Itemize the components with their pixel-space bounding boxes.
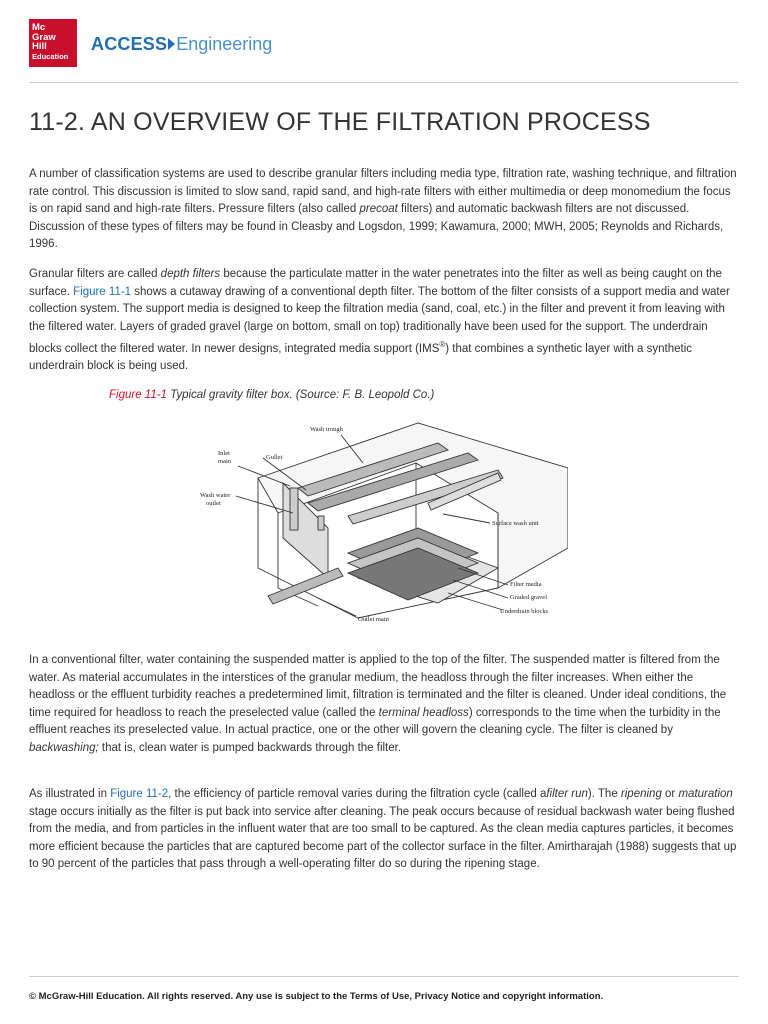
figure-caption: Figure 11-1 Typical gravity filter box. (Source: F. B. Leopold Co.) xyxy=(109,389,435,401)
paragraph-1: A number of classification systems are used to describe granular filters including media type, filtration rate, washing technique, and filtration rate control. This discussion is limited to slow sand, rapid sand, and high-rate filters with either multimedia or deep monomedium the focus is on rapid sand and high-rate filters. Pressure filters (also called precoat filters) and automatic backwash filters are not discussed. Discussion of these types of filters may be found in Cleasby and Logsdon, 1999; Kawamura, 2000; MWH, 2005; Reynolds and Richards, 1996. xyxy=(29,168,737,250)
figure-11-2-link[interactable]: Figure 11-2 xyxy=(110,788,169,800)
footer-divider xyxy=(29,976,739,977)
page-header xyxy=(0,0,768,82)
label-gullet: Gullet xyxy=(266,454,283,461)
label-inlet-main-2: main xyxy=(218,458,231,465)
logo-engineering-text: Engineering xyxy=(176,33,273,54)
page-title: 11-2. AN OVERVIEW OF THE FILTRATION PROCESS xyxy=(29,108,651,136)
filter-box-figure xyxy=(198,418,568,630)
paragraph-3: In a conventional filter, water containing the suspended matter is applied to the top of the filter. The suspended matter is filtered from the water. As material accumulates in the interstices of the granular medium, the headloss through the filter increases. When either the headloss or the effluent turbidity reaches a predetermined limit, filtration is terminated and the filter is cleaned. Under ideal conditions, the time required for headloss to reach the preselected value (called the terminal headloss) corresponds to the time when the turbidity in the effluent reaches its preselected value. In actual practice, one or the other will govern the cleaning cycle. The filter is cleaned by backwashing; that is, clean water is pumped backwards through the filter. xyxy=(29,654,727,754)
mcgraw-hill-logo[interactable]: Mc Graw Hill Education xyxy=(29,19,77,67)
label-wash-water-outlet-1: Wash water xyxy=(200,492,231,499)
label-inlet-main-1: Inlet xyxy=(218,450,230,457)
label-wash-trough: Wash trough xyxy=(310,426,343,433)
label-filter-media: Filter media xyxy=(510,581,542,588)
logo-arrow-icon xyxy=(168,38,175,50)
figure-caption-label[interactable]: Figure 11-1 xyxy=(109,389,167,401)
label-surface-wash-unit: Surface wash unit xyxy=(492,520,539,527)
footer-copyright: © McGraw-Hill Education. All rights reserved. Any use is subject to the Terms of Use, Privacy Notice and copyright information. xyxy=(29,991,604,1002)
logo-access-text: ACCESS xyxy=(91,33,168,54)
header-divider xyxy=(29,82,739,83)
access-engineering-logo[interactable] xyxy=(91,32,272,56)
label-graded-gravel: Graded gravel xyxy=(510,594,547,601)
label-underdrain-blocks: Underdrain blocks xyxy=(500,608,549,615)
label-wash-water-outlet-2: outlet xyxy=(206,500,221,507)
paragraph-4: As illustrated in Figure 11-2, the efficiency of particle removal varies during the filtration cycle (called afilter run). The ripening or maturation stage occurs initially as the filter is put back into service after cleaning. The peak occurs because of residual backwash water being flushed from the media, and from particles in the influent water that are too small to be captured. As the clean media captures particles, it becomes more efficient because the particles that are captured become part of the collector surface in the filter. Amirtharajah (1988) suggests that up to 90 percent of the particles that pass through a well-operating filter do so during the ripening stage. xyxy=(29,788,737,870)
paragraph-2: Granular filters are called depth filters because the particulate matter in the water penetrates into the filter as well as being caught on the surface. Figure 11-1 shows a cutaway drawing of a conventional depth filter. The bottom of the filter consists of a support media and water collection system. The support media is designed to keep the filtration media (sand, coal, etc.) in the filter and prevent it from leaving with the filtered water. Layers of graded gravel (large on bottom, small on top) traditionally have been used for the support. The underdrain blocks collect the filtered water. In newer designs, integrated media support (IMS®) that combines a synthetic layer with a synthetic underdrain block is being used. xyxy=(29,268,730,373)
label-outlet-main: Outlet main xyxy=(358,616,389,623)
figure-11-1-link[interactable]: Figure 11-1 xyxy=(73,285,132,298)
